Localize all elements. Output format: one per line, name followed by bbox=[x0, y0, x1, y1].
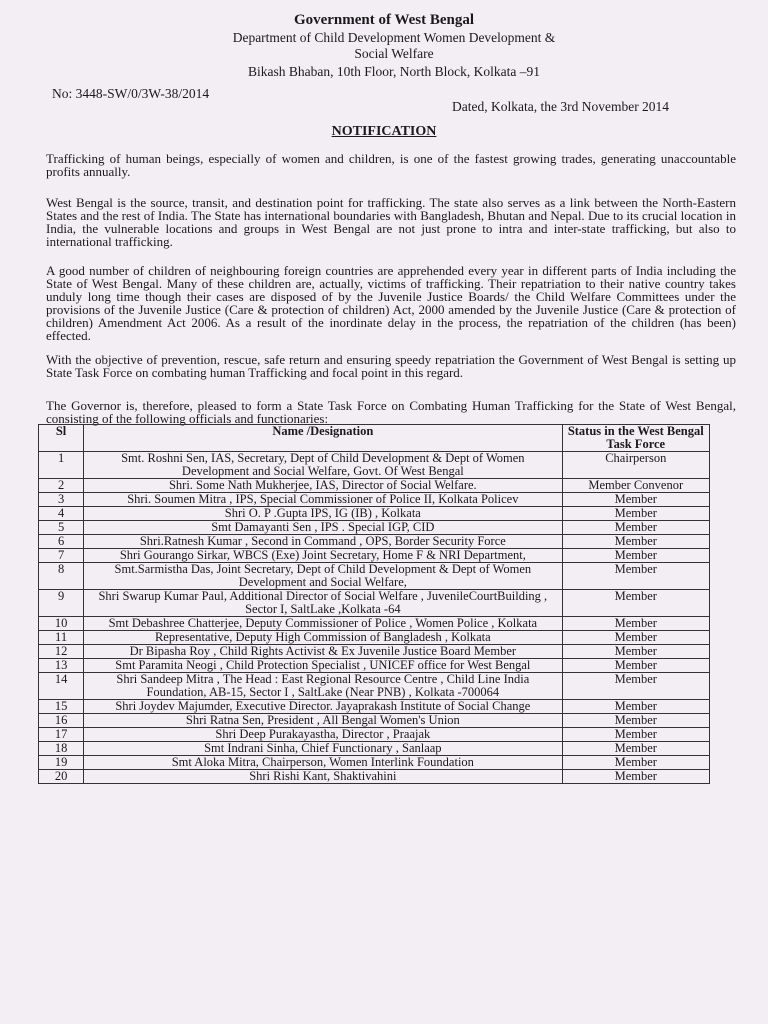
table-row bbox=[39, 507, 710, 521]
cell-status: Member bbox=[562, 756, 709, 770]
cell-name: Shri. Some Nath Mukherjee, IAS, Director of Social Welfare. bbox=[84, 479, 562, 493]
cell-sl: 18 bbox=[39, 742, 84, 756]
cell-status: Member bbox=[562, 714, 709, 728]
cell-name: Shri Rishi Kant, Shaktivahini bbox=[84, 770, 562, 784]
cell-name: Shri Ratna Sen, President , All Bengal Women's Union bbox=[84, 714, 562, 728]
cell-name: Shri Swarup Kumar Paul, Additional Director of Social Welfare , JuvenileCourtBuilding , Sector I, SaltLake ,Kolkata -64 bbox=[84, 590, 562, 617]
cell-name: Smt.Sarmistha Das, Joint Secretary, Dept of Child Development & Dept of Women Development and Social Welfare, bbox=[84, 563, 562, 590]
cell-name: Shri. Soumen Mitra , IPS, Special Commissioner of Police II, Kolkata Policev bbox=[84, 493, 562, 507]
header-status: Status in the West Bengal Task Force bbox=[562, 425, 709, 452]
paragraph-2: West Bengal is the source, transit, and destination point for trafficking. The state also serves as a link between the North-Eastern States and the rest of India. The State has international boundaries with Bangladesh, Bhutan and Nepal. Due to its crucial location in India, the vulnerable locations and groups in West Bengal are not just prone to intra and inter-state trafficking, but also to international trafficking. bbox=[46, 195, 736, 249]
cell-status: Member bbox=[562, 659, 709, 673]
table-header-row bbox=[39, 425, 710, 452]
cell-status: Member bbox=[562, 645, 709, 659]
cell-sl: 2 bbox=[39, 479, 84, 493]
cell-status: Member bbox=[562, 770, 709, 784]
cell-sl: 20 bbox=[39, 770, 84, 784]
cell-status: Member bbox=[562, 549, 709, 563]
cell-status: Member bbox=[562, 590, 709, 617]
table-row bbox=[39, 452, 710, 479]
table-row bbox=[39, 756, 710, 770]
cell-name: Shri Joydev Majumder, Executive Director. Jayaprakash Institute of Social Change bbox=[84, 700, 562, 714]
cell-sl: 5 bbox=[39, 521, 84, 535]
cell-name: Smt Damayanti Sen , IPS . Special IGP, CID bbox=[84, 521, 562, 535]
reference-number: No: 3448-SW/0/3W-38/2014 bbox=[52, 86, 210, 101]
header-sl: Sl bbox=[39, 425, 84, 452]
task-force-table bbox=[38, 424, 710, 784]
cell-status: Member bbox=[562, 742, 709, 756]
table-row bbox=[39, 659, 710, 673]
cell-status: Member bbox=[562, 563, 709, 590]
cell-name: Smt Indrani Sinha, Chief Functionary , Sanlaap bbox=[84, 742, 562, 756]
cell-sl: 7 bbox=[39, 549, 84, 563]
paragraph-5: The Governor is, therefore, pleased to form a State Task Force on Combating Human Trafficking for the State of West Bengal, consisting of the following officials and functionaries: bbox=[46, 398, 736, 426]
notification-title: NOTIFICATION bbox=[331, 124, 437, 139]
cell-status: Member Convenor bbox=[562, 479, 709, 493]
cell-status: Member bbox=[562, 728, 709, 742]
cell-sl: 1 bbox=[39, 452, 84, 479]
table-row bbox=[39, 631, 710, 645]
cell-status: Member bbox=[562, 493, 709, 507]
cell-name: Smt Aloka Mitra, Chairperson, Women Interlink Foundation bbox=[84, 756, 562, 770]
cell-status: Member bbox=[562, 673, 709, 700]
table-row bbox=[39, 742, 710, 756]
table-row bbox=[39, 714, 710, 728]
paragraph-1: Trafficking of human beings, especially of women and children, is one of the fastest growing trades, generating unaccountable profits annually. bbox=[46, 151, 736, 179]
cell-name: Smt Paramita Neogi , Child Protection Specialist , UNICEF office for West Bengal bbox=[84, 659, 562, 673]
cell-status: Member bbox=[562, 631, 709, 645]
cell-sl: 10 bbox=[39, 617, 84, 631]
table-row bbox=[39, 479, 710, 493]
table-row bbox=[39, 770, 710, 784]
cell-sl: 12 bbox=[39, 645, 84, 659]
cell-sl: 14 bbox=[39, 673, 84, 700]
table-row bbox=[39, 521, 710, 535]
cell-sl: 13 bbox=[39, 659, 84, 673]
cell-status: Member bbox=[562, 507, 709, 521]
table-row bbox=[39, 549, 710, 563]
cell-status: Member bbox=[562, 700, 709, 714]
cell-name: Shri Sandeep Mitra , The Head : East Regional Resource Centre , Child Line India Foundation, AB-15, Sector I , SaltLake (Near PNB) , Kolkata -700064 bbox=[84, 673, 562, 700]
table-row bbox=[39, 590, 710, 617]
address-line: Bikash Bhaban, 10th Floor, North Block, Kolkata –91 bbox=[248, 64, 540, 79]
table-row bbox=[39, 673, 710, 700]
paragraph-3: A good number of children of neighbouring foreign countries are apprehended every year in different parts of India including the State of West Bengal. Many of these children are, actually, victims of trafficking. Their repatriation to their native country takes unduly long time though their cases are disposed of by the Juvenile Justice Boards/ the Child Welfare Committees under the provisions of the Juvenile Justice (Care & protection of children) Act, 2000 amended by the Juvenile Justice (Care & protection of children) Amendment Act 2006. As a result of the inordinate delay in the process, the repatriation of the children (has been) effected. bbox=[46, 263, 736, 343]
cell-sl: 6 bbox=[39, 535, 84, 549]
government-heading: Government of West Bengal bbox=[293, 12, 475, 28]
table-row bbox=[39, 563, 710, 590]
cell-status: Member bbox=[562, 617, 709, 631]
table-row bbox=[39, 493, 710, 507]
department-heading bbox=[10, 30, 768, 62]
cell-name: Representative, Deputy High Commission of Bangladesh , Kolkata bbox=[84, 631, 562, 645]
table-row bbox=[39, 645, 710, 659]
cell-sl: 16 bbox=[39, 714, 84, 728]
cell-name: Shri Deep Purakayastha, Director , Praajak bbox=[84, 728, 562, 742]
department-line-2: Social Welfare bbox=[354, 46, 434, 61]
table-body bbox=[39, 452, 710, 784]
cell-status: Member bbox=[562, 521, 709, 535]
cell-sl: 3 bbox=[39, 493, 84, 507]
cell-sl: 15 bbox=[39, 700, 84, 714]
cell-name: Dr Bipasha Roy , Child Rights Activist & Ex Juvenile Justice Board Member bbox=[84, 645, 562, 659]
table-row bbox=[39, 617, 710, 631]
cell-name: Shri Gourango Sirkar, WBCS (Exe) Joint Secretary, Home F & NRI Department, bbox=[84, 549, 562, 563]
cell-status: Chairperson bbox=[562, 452, 709, 479]
date-line: Dated, Kolkata, the 3rd November 2014 bbox=[452, 99, 670, 114]
cell-status: Member bbox=[562, 535, 709, 549]
cell-name: Shri.Ratnesh Kumar , Second in Command , OPS, Border Security Force bbox=[84, 535, 562, 549]
cell-sl: 19 bbox=[39, 756, 84, 770]
cell-name: Smt. Roshni Sen, IAS, Secretary, Dept of Child Development & Dept of Women Development and Social Welfare, Govt. Of West Bengal bbox=[84, 452, 562, 479]
table-row bbox=[39, 535, 710, 549]
cell-sl: 17 bbox=[39, 728, 84, 742]
cell-sl: 4 bbox=[39, 507, 84, 521]
table-row bbox=[39, 700, 710, 714]
department-line-1: Department of Child Development Women Development & bbox=[232, 30, 556, 45]
cell-name: Smt Debashree Chatterjee, Deputy Commissioner of Police , Women Police , Kolkata bbox=[84, 617, 562, 631]
table-row bbox=[39, 728, 710, 742]
cell-sl: 8 bbox=[39, 563, 84, 590]
paragraph-4: With the objective of prevention, rescue, safe return and ensuring speedy repatriation the Government of West Bengal is setting up State Task Force on combating human Trafficking and focal point in this regard. bbox=[46, 352, 736, 380]
cell-sl: 9 bbox=[39, 590, 84, 617]
cell-name: Shri O. P .Gupta IPS, IG (IB) , Kolkata bbox=[84, 507, 562, 521]
cell-sl: 11 bbox=[39, 631, 84, 645]
header-name: Name /Designation bbox=[84, 425, 562, 452]
